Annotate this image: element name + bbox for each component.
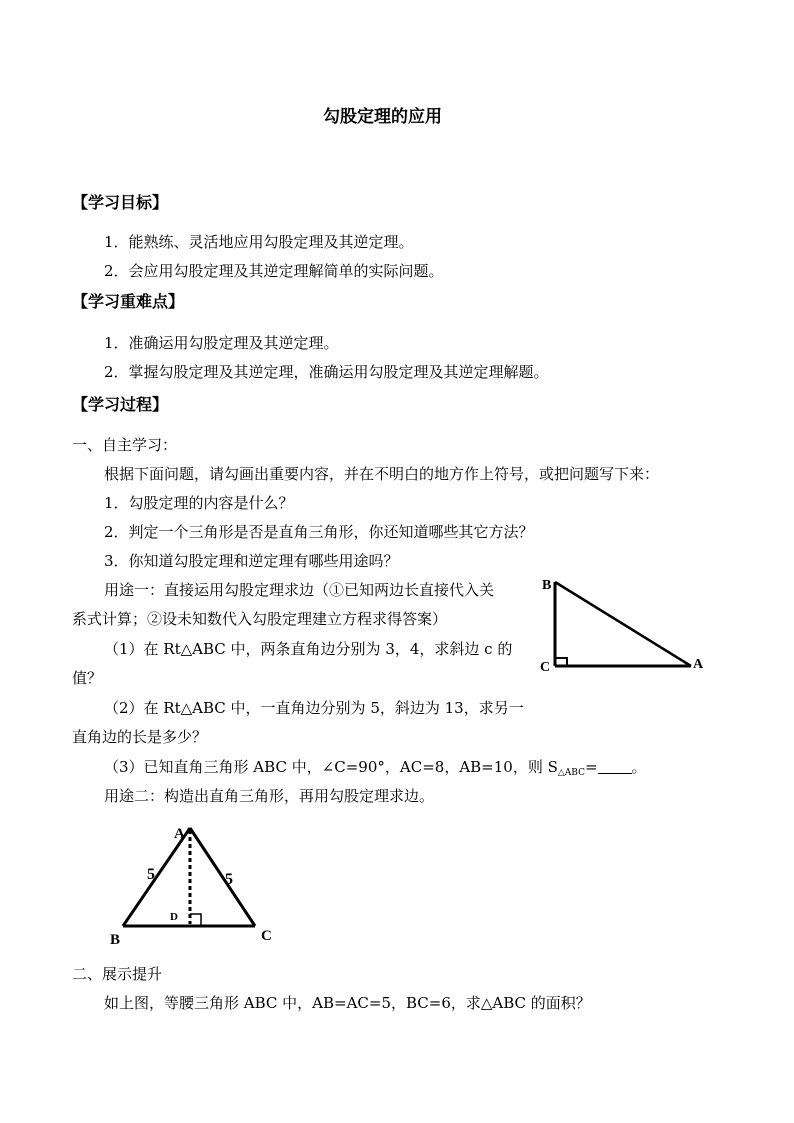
vertex-c-label: C	[261, 928, 272, 944]
right-triangle-figure	[536, 570, 716, 680]
key-point-item: 2．掌握勾股定理及其逆定理，准确运用勾股定理及其逆定理解题。	[104, 363, 549, 381]
question-item: 3．你知道勾股定理和逆定理有哪些用途吗？	[104, 552, 399, 570]
question-item: 1．勾股定理的内容是什么？	[104, 494, 294, 512]
side-ab	[123, 828, 190, 926]
answer-blank	[598, 759, 632, 774]
goal-item: 2．会应用勾股定理及其逆定理解简单的实际问题。	[104, 262, 444, 280]
goal-item: 1．能熟练、灵活地应用勾股定理及其逆定理。	[104, 233, 414, 251]
vertex-b-label: B	[110, 932, 121, 948]
use2-line: 用途二：构造出直角三角形，再用勾股定理求边。	[104, 787, 435, 805]
vertex-a-label: A	[174, 826, 185, 842]
isosceles-triangle-figure	[104, 818, 284, 950]
side-ac	[190, 828, 255, 926]
goals-heading: 【学习目标】	[72, 193, 169, 212]
q3-equals: =	[584, 758, 598, 776]
right-angle-mark	[190, 914, 201, 926]
question-item: 2．判定一个三角形是否是直角三角形，你还知道哪些其它方法？	[104, 523, 534, 541]
vertex-a-label: A	[693, 657, 704, 672]
part1-title: 一、自主学习：	[72, 436, 178, 454]
q1-line2: 值？	[72, 669, 103, 687]
q3-end: 。	[631, 758, 647, 776]
part2-text: 如上图，等腰三角形 ABC 中，AB=AC=5，BC=6，求△ABC 的面积？	[104, 994, 591, 1012]
use1-line1: 用途一：直接运用勾股定理求边（①已知两边长直接代入关	[104, 581, 495, 599]
q3-subscript: △ABC	[557, 768, 585, 778]
key-points-heading: 【学习重难点】	[72, 292, 185, 311]
part1-intro: 根据下面问题，请勾画出重要内容，并在不明白的地方作上符号，或把问题写下来：	[104, 465, 660, 483]
process-heading: 【学习过程】	[72, 395, 169, 414]
part2-title: 二、展示提升	[72, 965, 163, 983]
foot-d-label: D	[170, 911, 178, 923]
vertex-b-label: B	[542, 578, 552, 593]
side-ac-length: 5	[225, 871, 233, 888]
use1-line2: 系式计算；②设未知数代入勾股定理建立方程求得答案）	[72, 610, 448, 628]
q3-line	[104, 757, 647, 783]
key-point-item: 1．准确运用勾股定理及其逆定理。	[104, 334, 339, 352]
side-ab-length: 5	[147, 866, 155, 883]
vertex-c-label: C	[540, 660, 551, 675]
q1-line1: （1）在 Rt△ABC 中，两条直角边分别为 3，4，求斜边 c 的	[104, 640, 513, 658]
q3-prefix: （3）已知直角三角形 ABC 中，∠C=90°，AC=8，AB=10，则 S	[104, 758, 558, 776]
side-ab	[555, 582, 691, 666]
q2-line2: 直角边的长是多少？	[72, 728, 208, 746]
page-title: 勾股定理的应用	[323, 107, 442, 127]
q2-line1: （2）在 Rt△ABC 中，一直角边分别为 5，斜边为 13，求另一	[104, 699, 524, 717]
